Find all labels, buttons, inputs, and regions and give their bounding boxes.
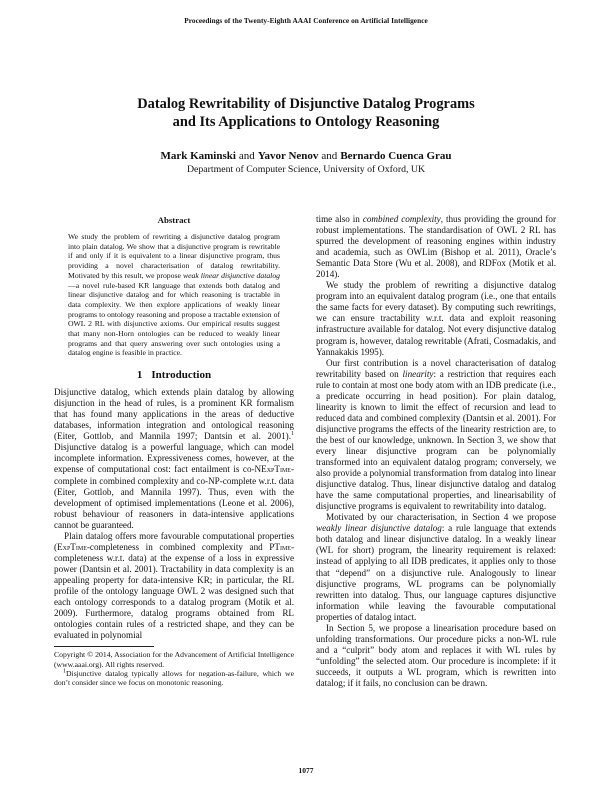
text-run: : a rule language that extends both datalog and linear disjunctive datalog. In a weakly linear (WL for short) program, the linearity requirement is relaxed: instead of applying to all IDB predicates, it applies only to those that “depend” on a disjunctive rule. Analogously to linear disjunctive programs, WL programs can be polynomially rewritten into datalog. Thus, our language captures disjunctive information while leaving the favourable computational properties of datalog intact.: [316, 523, 557, 622]
text-run: , thus providing the ground for robust implementations. The standardisation of OWL 2 RL has spurred the development of reasoning engines within industry and academia, such as OWLim (Bishop et al. 2011), Oracle’s Semantic Data Store (Wu et al. 2008), and RDFox (Motik et al. 2014).: [316, 214, 557, 280]
text-run: -complete in combined complexity and co-NP-complete w.r.t. data (Eiter, Gottlob, and Mannila 1997). Thus, even with the development of optimised implementations (Leone et al. 2006), robust behaviour of reasoners in data-intensive applications cannot be guaranteed.: [54, 464, 294, 530]
text-run: T: [274, 464, 280, 475]
author-separator: and: [321, 150, 338, 162]
paragraph: [316, 214, 556, 280]
left-column: [54, 214, 294, 688]
text-run: -completeness w.r.t. data) at the expense of a loss in expressive power (Dantsin et al. 2001). Tractability in data complexity is an appealing property for data-intensive KR; in particular, the RL profile of the ontology language OWL 2 was designed such that each ontology corresponds to a datalog program (Motik et al. 2009). Furthermore, datalog programs obtained from RL ontologies contain rules of a restricted shape, and they can be evaluated in polynomial: [54, 541, 294, 641]
title-line-1: Datalog Rewritability of Disjunctive Datalog Programs: [137, 96, 475, 112]
abstract-text-part: We study the problem of rewriting a disjunctive datalog program into plain datalog. We show that a disjunctive program is rewritable if and only if it is equivalent to a linear disjunctive program, thus providing a novel characterisation of datalog rewritability. Motivated by this result, we propose: [68, 232, 280, 280]
author-name: Yavor Nenov: [257, 150, 319, 162]
copyright-notice: Copyright © 2014, Association for the Advancement of Artificial Intelligence (www.aaai.org). All rights reserved.: [54, 650, 294, 669]
text-run: : a restriction that requires each rule to contain at most one body atom with an IDB predicate (i.e., a predicate occurring in head position). For plain datalog, linearity is known to limit the effect of recursion and lead to reduced data and combined complexity (Dantsin et al. 2001). For disjunctive programs the effects of the linearity restriction are, to the best of our knowledge, unknown. In Section 3, we show that every linear disjunctive program can be polynomially transformed into an equivalent datalog program; conversely, we also provide a polynomial transformation from datalog into linear disjunctive datalog. Thus, linear disjunctive datalog and datalog have the same computational properties, and linearisability of disjunctive programs is equivalent to rewritability into datalog.: [316, 368, 556, 512]
text-run: Our first contribution is a novel characterisation of datalog rewritability based on: [316, 357, 556, 379]
paragraph: [316, 512, 556, 622]
title-line-2: and Its Applications to Ontology Reasoning: [172, 113, 440, 130]
abstract-emphasis: weak linear disjunctive datalog: [182, 270, 281, 280]
running-head: Proceedings of the Twenty-Eighth AAAI Conference on Artificial Intelligence: [184, 16, 428, 25]
text-run: time also in: [316, 214, 363, 224]
abstract-text-part: —a novel rule-based KR language that extends both datalog and linear disjunctive datalog and for which reasoning is tractable in data complexity. We then explore applications of weakly linear programs to ontology reasoning and propose a tractable extension of OWL 2 RL with disjunctive axioms. Our empirical results suggest that many non-Horn ontologies can be reduced to weakly linear programs and that query answering over such ontologies using a datalog engine is feasible in practice.: [68, 280, 280, 358]
footnote-divider: [54, 646, 154, 647]
author-list: [60, 150, 552, 163]
footnote-reference[interactable]: 1: [291, 431, 294, 438]
emphasis: weakly linear disjunctive datalog: [316, 523, 442, 534]
small-caps-run: xp: [266, 464, 275, 475]
footnote-mark: 1: [63, 668, 66, 675]
abstract: [68, 215, 280, 358]
text-run: Motivated by our characterisation, in Section 4 we propose: [326, 512, 556, 523]
affiliation: Department of Computer Science, University of Oxford, UK: [186, 164, 426, 175]
paragraph: [54, 387, 294, 531]
paper-title: [60, 96, 552, 131]
text-run: Disjunctive datalog is a powerful language, which can model incomplete information. Expressiveness comes, however, at the expense of computational cost: fact entailment is co-NE: [54, 442, 294, 475]
text-run: Disjunctive datalog, which extends plain datalog by allowing disjunction in the head of rules, is a prominent KR formalism that has found many applications in the areas of deductive databases, information integration and ontological reasoning (Eiter, Gottlob, and Mannila 1997; Dantsin et al. 2001).: [54, 387, 294, 442]
paragraph: [316, 358, 556, 513]
text-run: Plain datalog offers more favourable computational properties (E: [54, 530, 294, 552]
small-caps-run: ime: [75, 541, 87, 552]
paragraph: [54, 531, 294, 641]
footnote: [54, 669, 294, 688]
footnote-text: Disjunctive datalog typically allows for negation-as-failure, which we don’t consider since we focus on monotonic reasoning.: [54, 669, 294, 688]
paragraph: We study the problem of rewriting a disjunctive datalog program into an equivalent datalog program (i.e., one that entails the same facts for every dataset). By computing such rewritings, we can ensure tractability w.r.t. data and exploit reasoning infrastructure available for datalog. Not every disjunctive datalog program is, however, datalog rewritable (Afrati, Cosmadakis, and Yannakakis 1995).: [316, 280, 556, 357]
page-number: 1077: [298, 766, 314, 775]
author-name: Bernardo Cuenca Grau: [340, 150, 452, 162]
section-title: Introduction: [151, 369, 212, 382]
small-caps-run: ime: [279, 464, 291, 475]
abstract-text: [68, 232, 280, 358]
author-name: Mark Kaminski: [160, 150, 236, 162]
author-separator: and: [238, 150, 255, 162]
text-run: T: [70, 541, 76, 552]
paragraph: In Section 5, we propose a linearisation procedure based on unfolding transformations. Our procedure picks a non-WL rule and a “culprit” body atom and replaces it with WL rules by “unfolding” the selected atom. Our procedure is incomplete: if it succeeds, it outputs a WL program, which is rewritten into datalog; if it fails, no conclusion can be drawn.: [316, 622, 556, 688]
small-caps-run: ime: [279, 541, 291, 552]
right-column: [316, 214, 556, 689]
emphasis: linearity: [402, 368, 434, 379]
section-number: 1: [136, 369, 143, 382]
small-caps-run: xp: [62, 541, 71, 552]
emphasis: combined complexity: [362, 214, 441, 224]
section-heading: [54, 369, 294, 381]
text-run: -completeness in combined complexity and PT: [86, 541, 280, 552]
abstract-heading: Abstract: [157, 215, 191, 225]
